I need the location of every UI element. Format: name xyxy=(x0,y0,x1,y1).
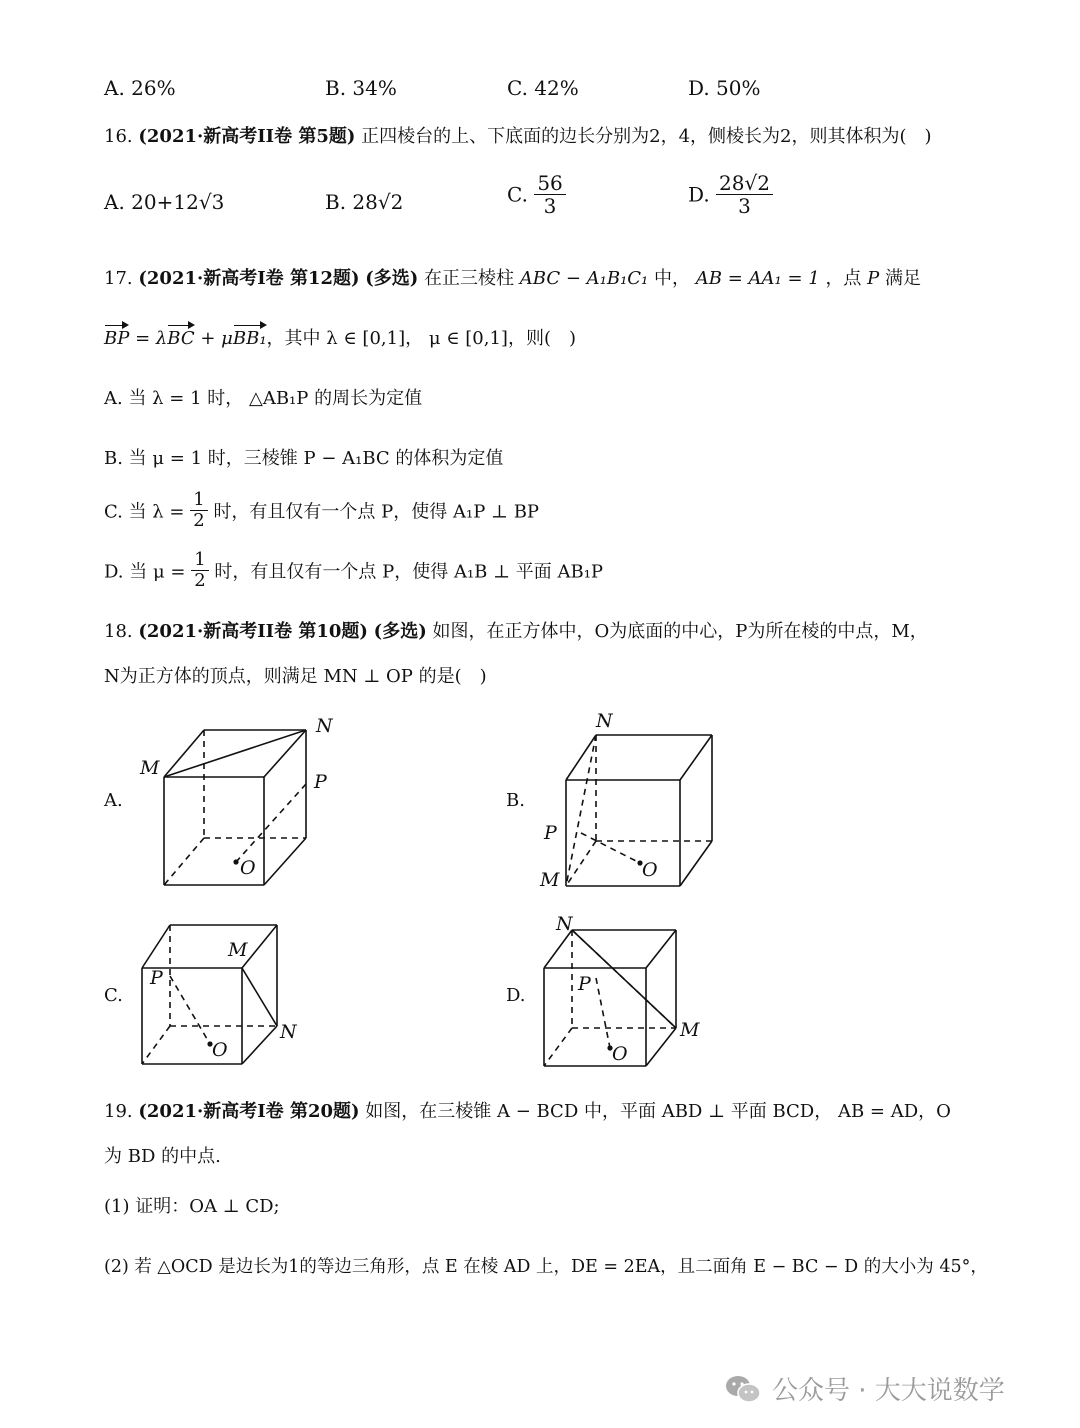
q17-option-d xyxy=(104,550,603,591)
vector-bp: BP xyxy=(104,328,130,349)
q16-c-numerator: 56 xyxy=(534,172,565,195)
q19-text-line1: 如图，在三棱锥 A − BCD 中，平面 ABD ⊥ 平面 BCD， AB = AD，O xyxy=(365,1101,951,1122)
q16-option-d-fraction xyxy=(716,172,773,217)
cube-d-label-m: M xyxy=(680,1019,700,1041)
figure-a-label: A. xyxy=(104,790,123,811)
q15-option-d: D. 50% xyxy=(688,76,761,100)
cube-a-label-n: N xyxy=(316,715,333,737)
q16-option-b-label: B. xyxy=(325,190,347,214)
vector-bc: BC xyxy=(167,328,195,349)
q15-option-b: B. 34% xyxy=(325,76,397,100)
q16-option-b xyxy=(325,190,403,214)
q15-option-a: A. 26% xyxy=(104,76,176,100)
cube-c-label-m: M xyxy=(228,939,248,961)
q16-option-b-expr: 28√2 xyxy=(352,190,404,214)
cube-b-label-p: P xyxy=(544,822,557,844)
q17-option-d-post: 时，有且仅有一个点 P，使得 A₁B ⊥ 平面 AB₁P xyxy=(214,561,604,583)
q17-c-half-num: 1 xyxy=(190,490,207,511)
q16-option-c-fraction xyxy=(534,172,565,217)
q18-source: (2021·新高考II卷 第10题) xyxy=(138,621,368,642)
q19-stem-line2: 为 BD 的中点. xyxy=(104,1146,221,1167)
q17-eq-mid: = λ xyxy=(129,328,168,349)
q18-text-line1: 如图，在正方体中，O为底面的中心，P为所在棱的中点，M， xyxy=(432,621,928,642)
q18-stem-line2: N为正方体的顶点，则满足 MN ⊥ OP 的是( ) xyxy=(104,666,487,687)
q17-tag: (多选) xyxy=(365,268,419,289)
q16-option-a xyxy=(104,190,224,214)
q17-option-c xyxy=(104,490,539,531)
watermark-text: 公众号 · 大大说数学 xyxy=(772,1376,1005,1406)
vector-bb1: BB₁ xyxy=(232,328,267,349)
q18-tag: (多选) xyxy=(373,621,427,642)
q16-option-d xyxy=(688,172,773,217)
q17-d-half-num: 1 xyxy=(191,550,208,571)
q17-text-d: 满足 xyxy=(885,268,922,289)
q17-option-c-post: 时，有且仅有一个点 P，使得 A₁P ⊥ BP xyxy=(213,501,540,523)
figure-b-label: B. xyxy=(506,790,525,811)
q18-cube-drawings xyxy=(100,708,1040,1078)
q17-option-a: A. 当 λ = 1 时， △AB₁P 的周长为定值 xyxy=(104,388,423,409)
q17-d-half-den: 2 xyxy=(194,569,206,591)
q17-condition: AB = AA₁ = 1 xyxy=(695,268,820,289)
cube-a-label-o: O xyxy=(240,857,256,879)
q17-stem-line2 xyxy=(104,324,576,350)
q17-number: 17. xyxy=(104,268,133,289)
cube-b-label-o: O xyxy=(642,859,658,881)
q16-c-denominator: 3 xyxy=(543,194,557,218)
q17-text2: ，其中 λ ∈ [0,1]， μ ∈ [0,1]，则( ) xyxy=(266,328,577,349)
cube-c-label-p: P xyxy=(150,967,163,989)
figure-c-label: C. xyxy=(104,985,123,1006)
q17-text-a: 在正三棱柱 xyxy=(424,268,515,289)
q16-option-c-label: C. xyxy=(507,182,528,207)
figure-d-label: D. xyxy=(506,985,526,1006)
q16-option-c xyxy=(507,172,566,217)
q19-number: 19. xyxy=(104,1101,133,1122)
q16-source: (2021·新高考II卷 第5题) xyxy=(138,126,356,147)
q17-option-c-pre: C. 当 λ = xyxy=(104,501,185,523)
q19-source: (2021·新高考I卷 第20题) xyxy=(138,1101,360,1122)
q17-plus-mu: + μ xyxy=(194,328,233,349)
cube-d-label-n: N xyxy=(556,913,573,935)
cube-a-label-m: M xyxy=(140,757,160,779)
q17-option-d-pre: D. 当 μ = xyxy=(104,561,186,583)
q19-part-2: (2) 若 △OCD 是边长为1的等边三角形，点 E 在棱 AD 上，DE = 2EA，且二面角 E − BC − D 的大小为 45°， xyxy=(104,1257,988,1277)
cube-a-center-dot xyxy=(233,859,238,864)
q18-stem-line1 xyxy=(104,617,928,643)
q17-c-half-den: 2 xyxy=(193,509,205,531)
q17-prism: ABC − A₁B₁C₁ xyxy=(519,268,649,289)
wechat-icon xyxy=(724,1374,762,1404)
cube-c-label-o: O xyxy=(212,1039,228,1061)
q17-text-c: ，点 xyxy=(825,268,862,289)
q16-option-a-label: A. xyxy=(104,190,125,214)
q16-d-denominator: 3 xyxy=(738,194,751,218)
q17-text-b: 中， xyxy=(654,268,691,289)
q16-number: 16. xyxy=(104,126,133,147)
cube-d-label-p: P xyxy=(578,973,591,995)
q17-stem-line1 xyxy=(104,264,921,290)
q16-stem xyxy=(104,122,932,148)
cube-c-label-n: N xyxy=(280,1021,297,1043)
q19-part-1: (1) 证明：OA ⊥ CD; xyxy=(104,1196,280,1217)
q17-source: (2021·新高考I卷 第12题) xyxy=(138,268,360,289)
q16-option-a-expr: 20+12√3 xyxy=(131,190,225,214)
q17-option-c-fraction xyxy=(190,490,207,531)
cube-b-label-m: M xyxy=(540,869,560,891)
cube-d-label-o: O xyxy=(612,1043,628,1065)
q17-point-p: P xyxy=(867,268,880,289)
q16-text: 正四棱台的上、下底面的边长分别为2，4，侧棱长为2，则其体积为( ) xyxy=(361,126,932,147)
q19-stem-line1 xyxy=(104,1097,951,1123)
q16-option-d-label: D. xyxy=(688,182,710,207)
cube-a-label-p: P xyxy=(314,771,327,793)
cube-b-label-n: N xyxy=(596,710,613,732)
q18-number: 18. xyxy=(104,621,133,642)
q16-d-numerator: 28√2 xyxy=(716,172,773,195)
q17-option-d-fraction xyxy=(191,550,208,591)
watermark xyxy=(724,1370,1005,1407)
q15-option-c: C. 42% xyxy=(507,76,579,100)
q17-option-b: B. 当 μ = 1 时，三棱锥 P − A₁BC 的体积为定值 xyxy=(104,448,504,469)
